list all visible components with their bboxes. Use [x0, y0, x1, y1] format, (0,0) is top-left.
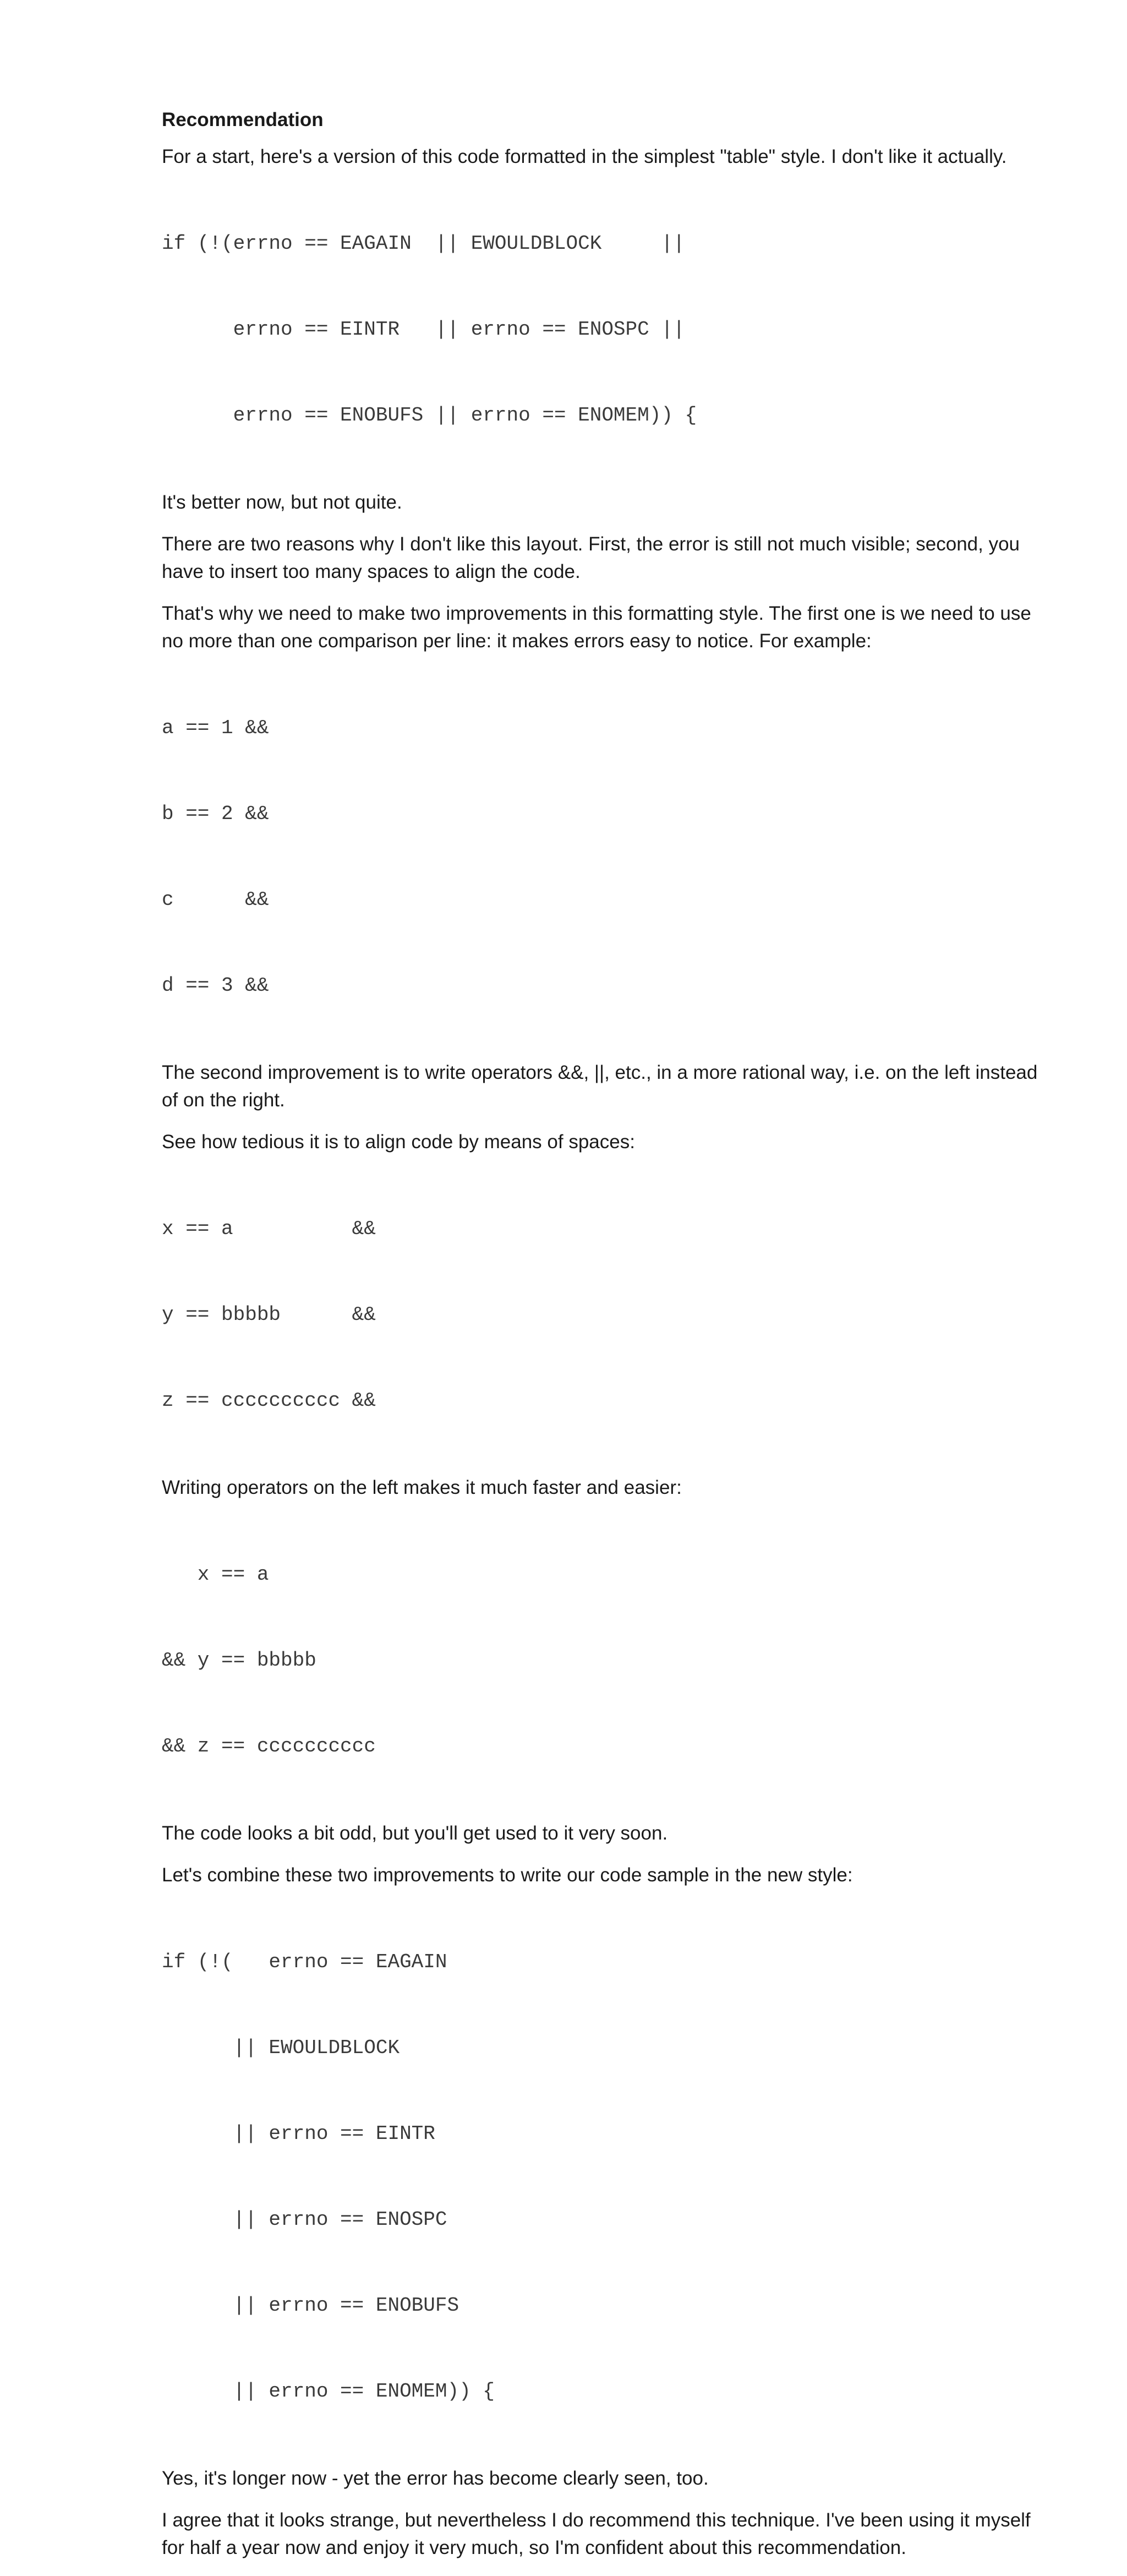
code-block-one-per-line	[162, 669, 1048, 1045]
code-line: || errno == EINTR	[162, 2122, 435, 2145]
paragraph-intro: For a start, here's a version of this code formatted in the simplest "table" style. I don't like it actually.	[162, 146, 1007, 167]
paragraph-tedious: See how tedious it is to align code by means of spaces:	[162, 1131, 635, 1153]
code-line: && y == bbbbb	[162, 1649, 316, 1672]
code-line: z == cccccccccc &&	[162, 1389, 376, 1412]
document-page	[162, 102, 1048, 2576]
code-line: c &&	[162, 888, 269, 911]
paragraph-improvements: That's why we need to make two improvements in this formatting style. The first one is we need to use no more than one comparison per line: it makes errors easy to notice. For example:	[162, 603, 1031, 652]
code-line: || errno == ENOSPC	[162, 2208, 447, 2231]
code-block-spaces-align	[162, 1170, 1048, 1460]
code-line: || EWOULDBLOCK	[162, 2037, 400, 2059]
paragraph-conclusion: I agree that it looks strange, but nevertheless I do recommend this technique. I've been using it myself for half a year now and enjoy it very much, so I'm confident about this recommendation.	[162, 2509, 1031, 2558]
code-line: if (!(errno == EAGAIN || EWOULDBLOCK ||	[162, 232, 685, 255]
code-line: errno == EINTR || errno == ENOSPC ||	[162, 318, 685, 341]
code-line: || errno == ENOBUFS	[162, 2294, 459, 2317]
paragraph-combine: Let's combine these two improvements to write our code sample in the new style:	[162, 1864, 853, 1886]
paragraph-longer: Yes, it's longer now - yet the error has become clearly seen, too.	[162, 2468, 709, 2489]
code-block-table-style	[162, 185, 1048, 474]
code-block-left-operators	[162, 1516, 1048, 1805]
code-line: b == 2 &&	[162, 803, 269, 825]
paragraph-better: It's better now, but not quite.	[162, 492, 402, 513]
code-line: if (!( errno == EAGAIN	[162, 1951, 447, 1973]
code-block-new-style	[162, 1903, 1048, 2451]
code-line: || errno == ENOMEM)) {	[162, 2380, 495, 2403]
paragraph-left-operators: Writing operators on the left makes it much faster and easier:	[162, 1477, 682, 1498]
paragraph-second-improvement: The second improvement is to write operators &&, ||, etc., in a more rational way, i.e. on the left instead of on the right.	[162, 1062, 1038, 1111]
paragraph-two-reasons: There are two reasons why I don't like this layout. First, the error is still not much visible; second, you have to insert too many spaces to align the code.	[162, 533, 1020, 582]
code-line: && z == cccccccccc	[162, 1735, 376, 1758]
code-line: y == bbbbb &&	[162, 1303, 376, 1326]
code-line: x == a	[162, 1563, 269, 1586]
code-line: d == 3 &&	[162, 974, 269, 997]
code-line: errno == ENOBUFS || errno == ENOMEM)) {	[162, 404, 697, 427]
code-line: a == 1 &&	[162, 717, 269, 739]
code-line: x == a &&	[162, 1218, 376, 1240]
paragraph-looks-odd: The code looks a bit odd, but you'll get used to it very soon.	[162, 1822, 668, 1844]
section-heading: Recommendation	[162, 109, 324, 130]
